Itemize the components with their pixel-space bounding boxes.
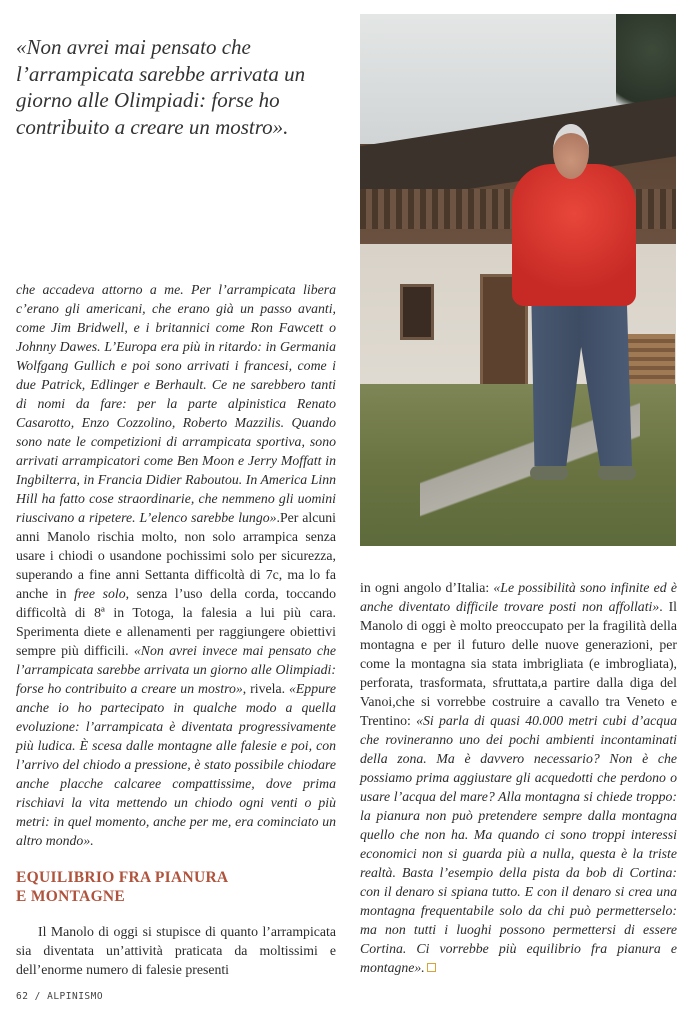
body-paragraph — [16, 280, 336, 850]
heading-line: E MONTAGNE — [16, 888, 126, 905]
left-column — [16, 280, 336, 1003]
text-run: «Le possibilità sono infinite ed è anche diventato difficile trovare posti non affollati» — [360, 580, 677, 614]
page-footer: 62 / ALPINISMO — [16, 991, 104, 1002]
text-run: free solo — [74, 586, 126, 601]
text-run: «Si parla di quasi 40.000 metri cubi d’acqua che rovineranno uno dei pochi ambienti incontaminati della zona. Ma è davvero necessario? Non è che possiamo prima aggiustare gli acquedotti che perdono o usare l’acqua del mare? Alla montagna si chiede troppo: la pianura non può pretendere sempre dalla montagna quello che non ha. Ma quando ci sono troppi interessi economici non si guarda più a nulla, questa è la triste realtà. Basta l’esempio della pista da bob di Cortina: con il denaro si spiana tutto. E con il denaro si crea una montagna frequentabile solo da chi può permetterselo: ma non tutti i luoghi possono permettersi di essere Cortina. Ci vorrebbe più equilibrio fra pianura e montagne». — [360, 713, 677, 975]
text-run: , senza l’uso della corda, toccando difficoltà di 8ª in Totoga, la falesia a lui più cara. Sperimenta diete e allenamenti per raggiungere obiettivi sempre più difficili. — [16, 586, 336, 658]
heading-line: EQUILIBRIO FRA PIANURA — [16, 869, 229, 886]
text-run: .Per alcuni anni Manolo rischia molto, non solo arrampica senza usare i chiodi o usandone pochissimi solo per sicurezza, superando a fine anni Settanta difficoltà di 7c, ma lo fa anche in — [16, 510, 336, 601]
right-column — [360, 578, 677, 977]
body-paragraph — [16, 922, 336, 979]
text-run: «Non avrei invece mai pensato che l’arrampicata sarebbe arrivata un giorno alle Olimpiadi: forse ho contribuito a creare un mostro» — [16, 643, 336, 696]
text-run: Il Manolo di oggi si stupisce di quanto l’arrampicata sia diventata un’attività praticata da moltissimi e dell’enorme numero di falesie presenti — [16, 924, 336, 977]
section-heading — [16, 868, 336, 906]
text-run: . Il Manolo di oggi è molto preoccupato per la fragilità della montagna e per il futuro delle nuove generazioni, per come la montagna sia stata imbrigliata (e imbrogliata), perforata, trasformata, sfruttata,a partire dalla diga del Vanoi,che si vorrebbe costruire a cavallo tra Veneto e Trentino: — [360, 599, 677, 728]
pull-quote: «Non avrei mai pensato che l’arrampicata sarebbe arrivata un giorno alle Olimpiadi: forse ho contribuito a creare un mostro». — [16, 35, 306, 139]
text-run: «Eppure anche io ho partecipato in qualche modo a quella evoluzione: l’arrampicata è diventata progressivamente più ludica. È scesa dalle montagne alle falesie e poi, con l’arrivo del chiodo a pressione, è stato possibile chiodare anche placche calcaree compattissime, dove prima rischiavi la vita mettendo un chiodo ogni venti o più metri: in quel momento, anche per me, era cominciato un altro mondo». — [16, 681, 336, 848]
body-paragraph — [360, 578, 677, 977]
text-run: , rivela. — [242, 681, 289, 696]
photo-climber-in-front-of-chalet — [360, 14, 676, 546]
end-of-article-mark — [427, 963, 436, 972]
text-run: che accadeva attorno a me. Per l’arrampicata libera c’erano gli americani, che erano già un passo avanti, come Jim Bridwell, e i britannici come Ron Fawcett o Johnny Dawes. L’Europa era più in ritardo: in Germania Wolfgang Gullich e poi sono arrivati i francesi, come i due Patrick, Edlinger e Berhault. Ce ne sarebbero tanti di nomi da fare: per la parte alpinistica Renato Casarotto, Enzo Cozzolino, Roberto Mazzilis. Quando sono nate le competizioni di arrampicata sportiva, sono arrivati arrampicatori come Ben Moon e Jerry Moffatt in Ingbilterra, in Francia Didier Raboutou. In America Linn Hill ha fatto cose straordinarie, che nemmeno gli uomini riuscivano a ripetere. L’elenco sarebbe lungo» — [16, 282, 336, 525]
text-run: in ogni angolo d’Italia: — [360, 580, 494, 595]
